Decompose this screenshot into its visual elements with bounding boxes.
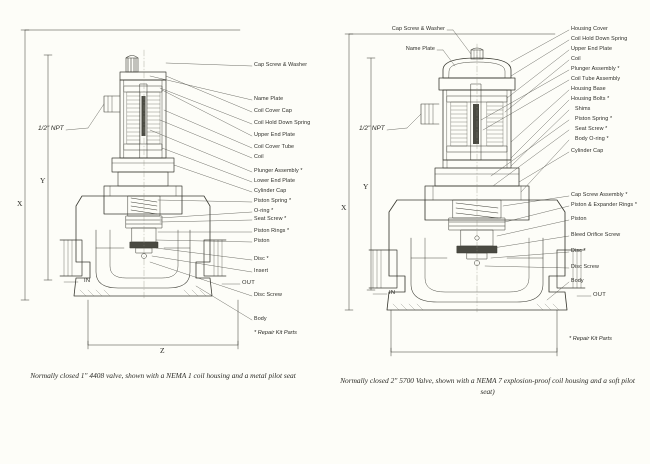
callout-housing-base: Housing Base xyxy=(571,86,606,92)
dimension-x-right xyxy=(345,34,555,310)
callout-cap-screw-assembly: Cap Screw Assembly * xyxy=(571,192,628,198)
callout-piston: Piston xyxy=(254,238,270,244)
dimension-label-y-left: Y xyxy=(40,176,46,185)
dimension-bottom-right xyxy=(391,310,557,356)
callout-body-o-ring: Body O-ring * xyxy=(575,136,609,142)
callout-body-right: Body xyxy=(571,278,584,284)
callout-bleed-orifice-screw: Bleed Orifice Screw xyxy=(571,232,621,238)
callout-coil-tube-assembly: Coil Tube Assembly xyxy=(571,76,621,82)
callout-upper-end-plate-right: Upper End Plate xyxy=(571,46,613,52)
callout-piston-spring-right: Piston Spring * xyxy=(575,116,613,122)
dimension-label-y-right: Y xyxy=(363,182,369,191)
callout-name-plate: Name Plate xyxy=(254,96,284,102)
repair-kit-note-left: * Repair Kit Parts xyxy=(254,330,297,336)
port-label-out-left: OUT xyxy=(242,280,256,286)
port-label-in-left: IN xyxy=(84,278,91,284)
callout-piston-rings: Piston Rings * xyxy=(254,228,290,234)
callout-coil-hold-down-spring-right: Coil Hold Down Spring xyxy=(571,36,628,42)
callout-housing-bolts: Housing Bolts * xyxy=(571,96,610,102)
caption-right-valve: Normally closed 2" 5700 Valve, shown with a NEMA 7 explosion-proof coil housing and a soft pilot seat) xyxy=(340,376,635,397)
dimension-y-right xyxy=(367,58,375,290)
callout-piston-right: Piston xyxy=(571,216,587,222)
callout-insert: Insert xyxy=(254,268,269,274)
repair-kit-note-right: * Repair Kit Parts xyxy=(569,336,612,342)
callout-cap-screw-washer: Cap Screw & Washer xyxy=(254,62,308,68)
dimension-label-z-left: Z xyxy=(160,346,165,355)
callout-coil-cover-tube: Coil Cover Tube xyxy=(254,144,295,150)
callout-disc: Disc * xyxy=(254,256,269,262)
thread-label-left: 1/2" NPT xyxy=(38,125,64,132)
callout-seat-screw: Seat Screw * xyxy=(254,216,287,222)
callout-body: Body xyxy=(254,316,267,322)
callout-disc-screw: Disc Screw xyxy=(254,292,282,298)
callout-lower-end-plate: Lower End Plate xyxy=(254,178,296,184)
callout-piston-spring: Piston Spring * xyxy=(254,198,292,204)
callout-o-ring: O-ring * xyxy=(254,208,274,214)
callout-plunger-assembly: Plunger Assembly * xyxy=(254,168,303,174)
callout-disc-right: Disc * xyxy=(571,248,586,254)
callout-cylinder-cap-right: Cylinder Cap xyxy=(571,148,604,154)
callout-housing-cover: Housing Cover xyxy=(571,26,608,32)
callout-name-plate-right: Name Plate xyxy=(405,46,435,52)
callout-piston-expander-rings: Piston & Expander Rings * xyxy=(571,202,638,208)
thread-label-right: 1/2" NPT xyxy=(359,125,385,132)
callout-coil-cover-cap: Coil Cover Cap xyxy=(254,108,292,114)
callout-plunger-assembly-right: Plunger Assembly * xyxy=(571,66,620,72)
caption-left-valve: Normally closed 1" 4408 valve, shown with a NEMA 1 coil housing and a metal pilot seat xyxy=(30,371,296,380)
callout-coil-hold-down-spring: Coil Hold Down Spring xyxy=(254,120,311,126)
callout-disc-screw-right: Disc Screw xyxy=(571,264,599,270)
dimension-label-x-left: X xyxy=(17,199,23,208)
dimension-z-left xyxy=(88,300,238,349)
dimension-label-x-right: X xyxy=(341,203,347,212)
callout-coil-right: Coil xyxy=(571,56,581,62)
port-label-in-right: IN xyxy=(389,290,396,296)
callout-cap-screw-washer-right: Cap Screw & Washer xyxy=(391,26,445,32)
callout-shims: Shims xyxy=(575,106,591,112)
port-label-out-right: OUT xyxy=(593,292,607,298)
callout-seat-screw-right: Seat Screw * xyxy=(575,126,608,132)
callout-cylinder-cap: Cylinder Cap xyxy=(254,188,287,194)
callout-coil: Coil xyxy=(254,154,264,160)
dimension-y-left xyxy=(44,55,52,280)
callout-upper-end-plate: Upper End Plate xyxy=(254,132,296,138)
